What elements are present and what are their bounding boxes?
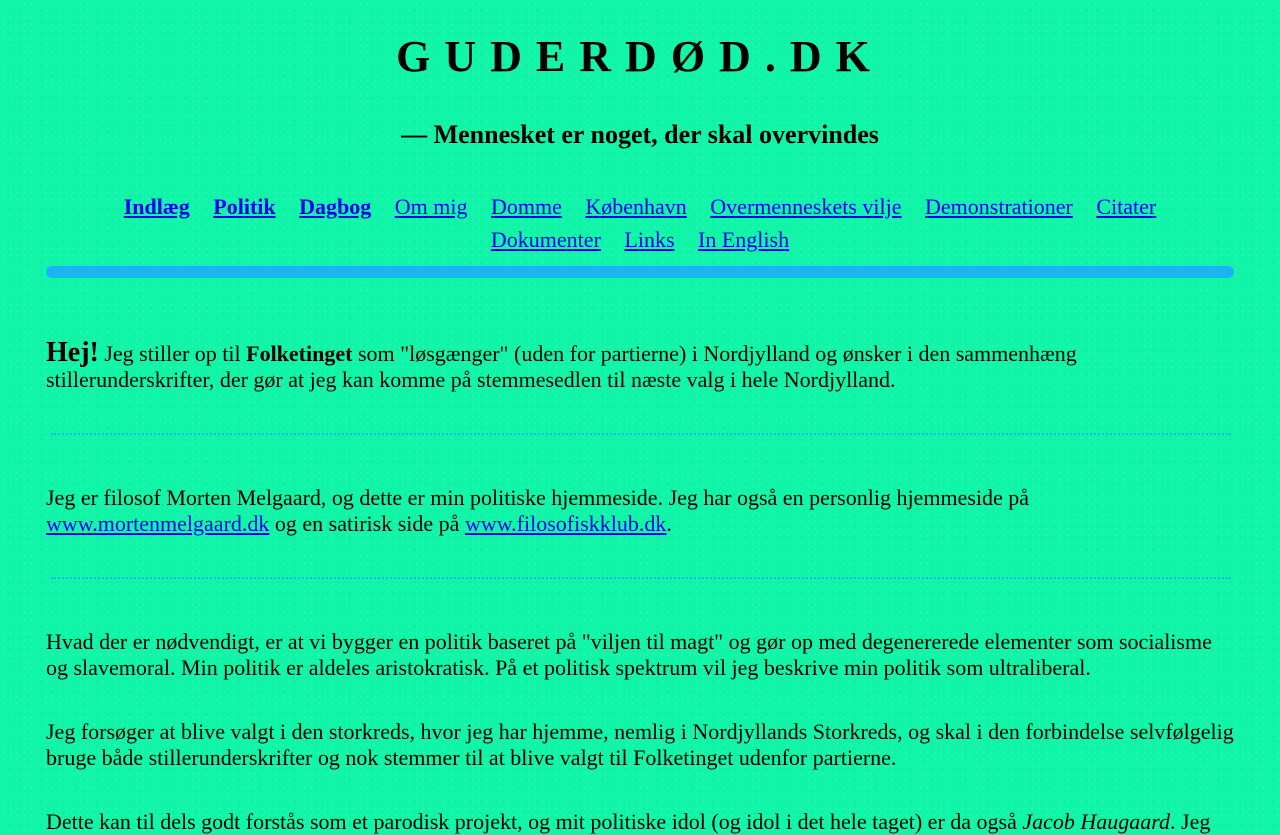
- nav-link-demonstrationer[interactable]: Demonstrationer: [925, 194, 1073, 219]
- nav-link-overmenneskets-vilje[interactable]: Overmenneskets vilje: [710, 194, 902, 219]
- greeting: Hej!: [46, 337, 99, 368]
- nav-link-in-english[interactable]: In English: [698, 227, 790, 252]
- link-filosofiskklub[interactable]: www.filosofiskklub.dk: [464, 511, 667, 536]
- dotted-separator: [51, 433, 1231, 435]
- intro-paragraph: [46, 337, 1236, 393]
- dotted-separator: [51, 577, 1231, 579]
- site-title: GUDERDØD.DK: [396, 32, 884, 81]
- about-text-a: Jeg er filosof Morten Melgaard, og dette er min politiske hjemmeside. Jeg har også en personlig hjemmeside på: [46, 485, 1030, 510]
- intro-bold-word: Folketinget: [246, 341, 353, 366]
- parody-text-b: . Jeg: [1170, 809, 1211, 834]
- nav-link-citater[interactable]: Citater: [1096, 194, 1157, 219]
- main-content: [46, 337, 1236, 835]
- parody-text-a: Dette kan til dels godt forstås som et parodisk projekt, og mit politiske idol (og idol i det hele taget) er da også: [46, 809, 1023, 834]
- about-text-b: og en satirisk side på: [269, 511, 465, 536]
- spacer: [46, 771, 1236, 809]
- nav-link-politik[interactable]: Politik: [213, 194, 276, 219]
- constituency-paragraph: Jeg forsøger at blive valgt i den storkreds, hvor jeg har hjemme, nemlig i Nordjyllands Storkreds, og skal i den forbindelse selvfølgelig bruge både stillerunderskrifter og nok stemmer til at blive valgt til Folketinget udenfor partierne.: [46, 719, 1234, 770]
- link-mortenmelgaard[interactable]: www.mortenmelgaard.dk: [46, 511, 270, 536]
- parody-paragraph: [46, 809, 1236, 835]
- intro-text-a: Jeg stiller op til: [98, 341, 247, 366]
- nav-link-dagbog[interactable]: Dagbog: [299, 194, 372, 219]
- nav-link-domme[interactable]: Domme: [490, 194, 562, 219]
- intro-text-b: som "løsgænger" (uden for partierne) i Nordjylland og ønsker i den sammenhæng stillerunderskrifter, der gør at jeg kan komme på stemmesedlen til næste valg i hele Nordjylland.: [46, 341, 1077, 392]
- nav-link-indlaeg[interactable]: Indlæg: [123, 194, 190, 219]
- about-text-c: .: [666, 511, 672, 536]
- main-nav: [100, 190, 1180, 256]
- nav-link-links[interactable]: Links: [624, 227, 675, 252]
- header-divider-bar: [46, 266, 1234, 278]
- about-paragraph: [46, 485, 1236, 537]
- spacer: [46, 681, 1236, 719]
- nav-link-koebenhavn[interactable]: København: [585, 194, 687, 219]
- site-tagline: — Mennesket er noget, der skal overvindes: [401, 120, 879, 149]
- politics-paragraph: Hvad der er nødvendigt, er at vi bygger en politik baseret på "viljen til magt" og gør op med degenererede elementer som socialisme og slavemoral. Min politik er aldeles aristokratisk. På et politisk spektrum vil jeg beskrive min politik som ultraliberal.: [46, 629, 1212, 680]
- parody-italic-name: Jacob Haugaard: [1022, 809, 1171, 834]
- nav-link-om-mig[interactable]: Om mig: [394, 194, 468, 219]
- nav-link-dokumenter[interactable]: Dokumenter: [490, 227, 601, 252]
